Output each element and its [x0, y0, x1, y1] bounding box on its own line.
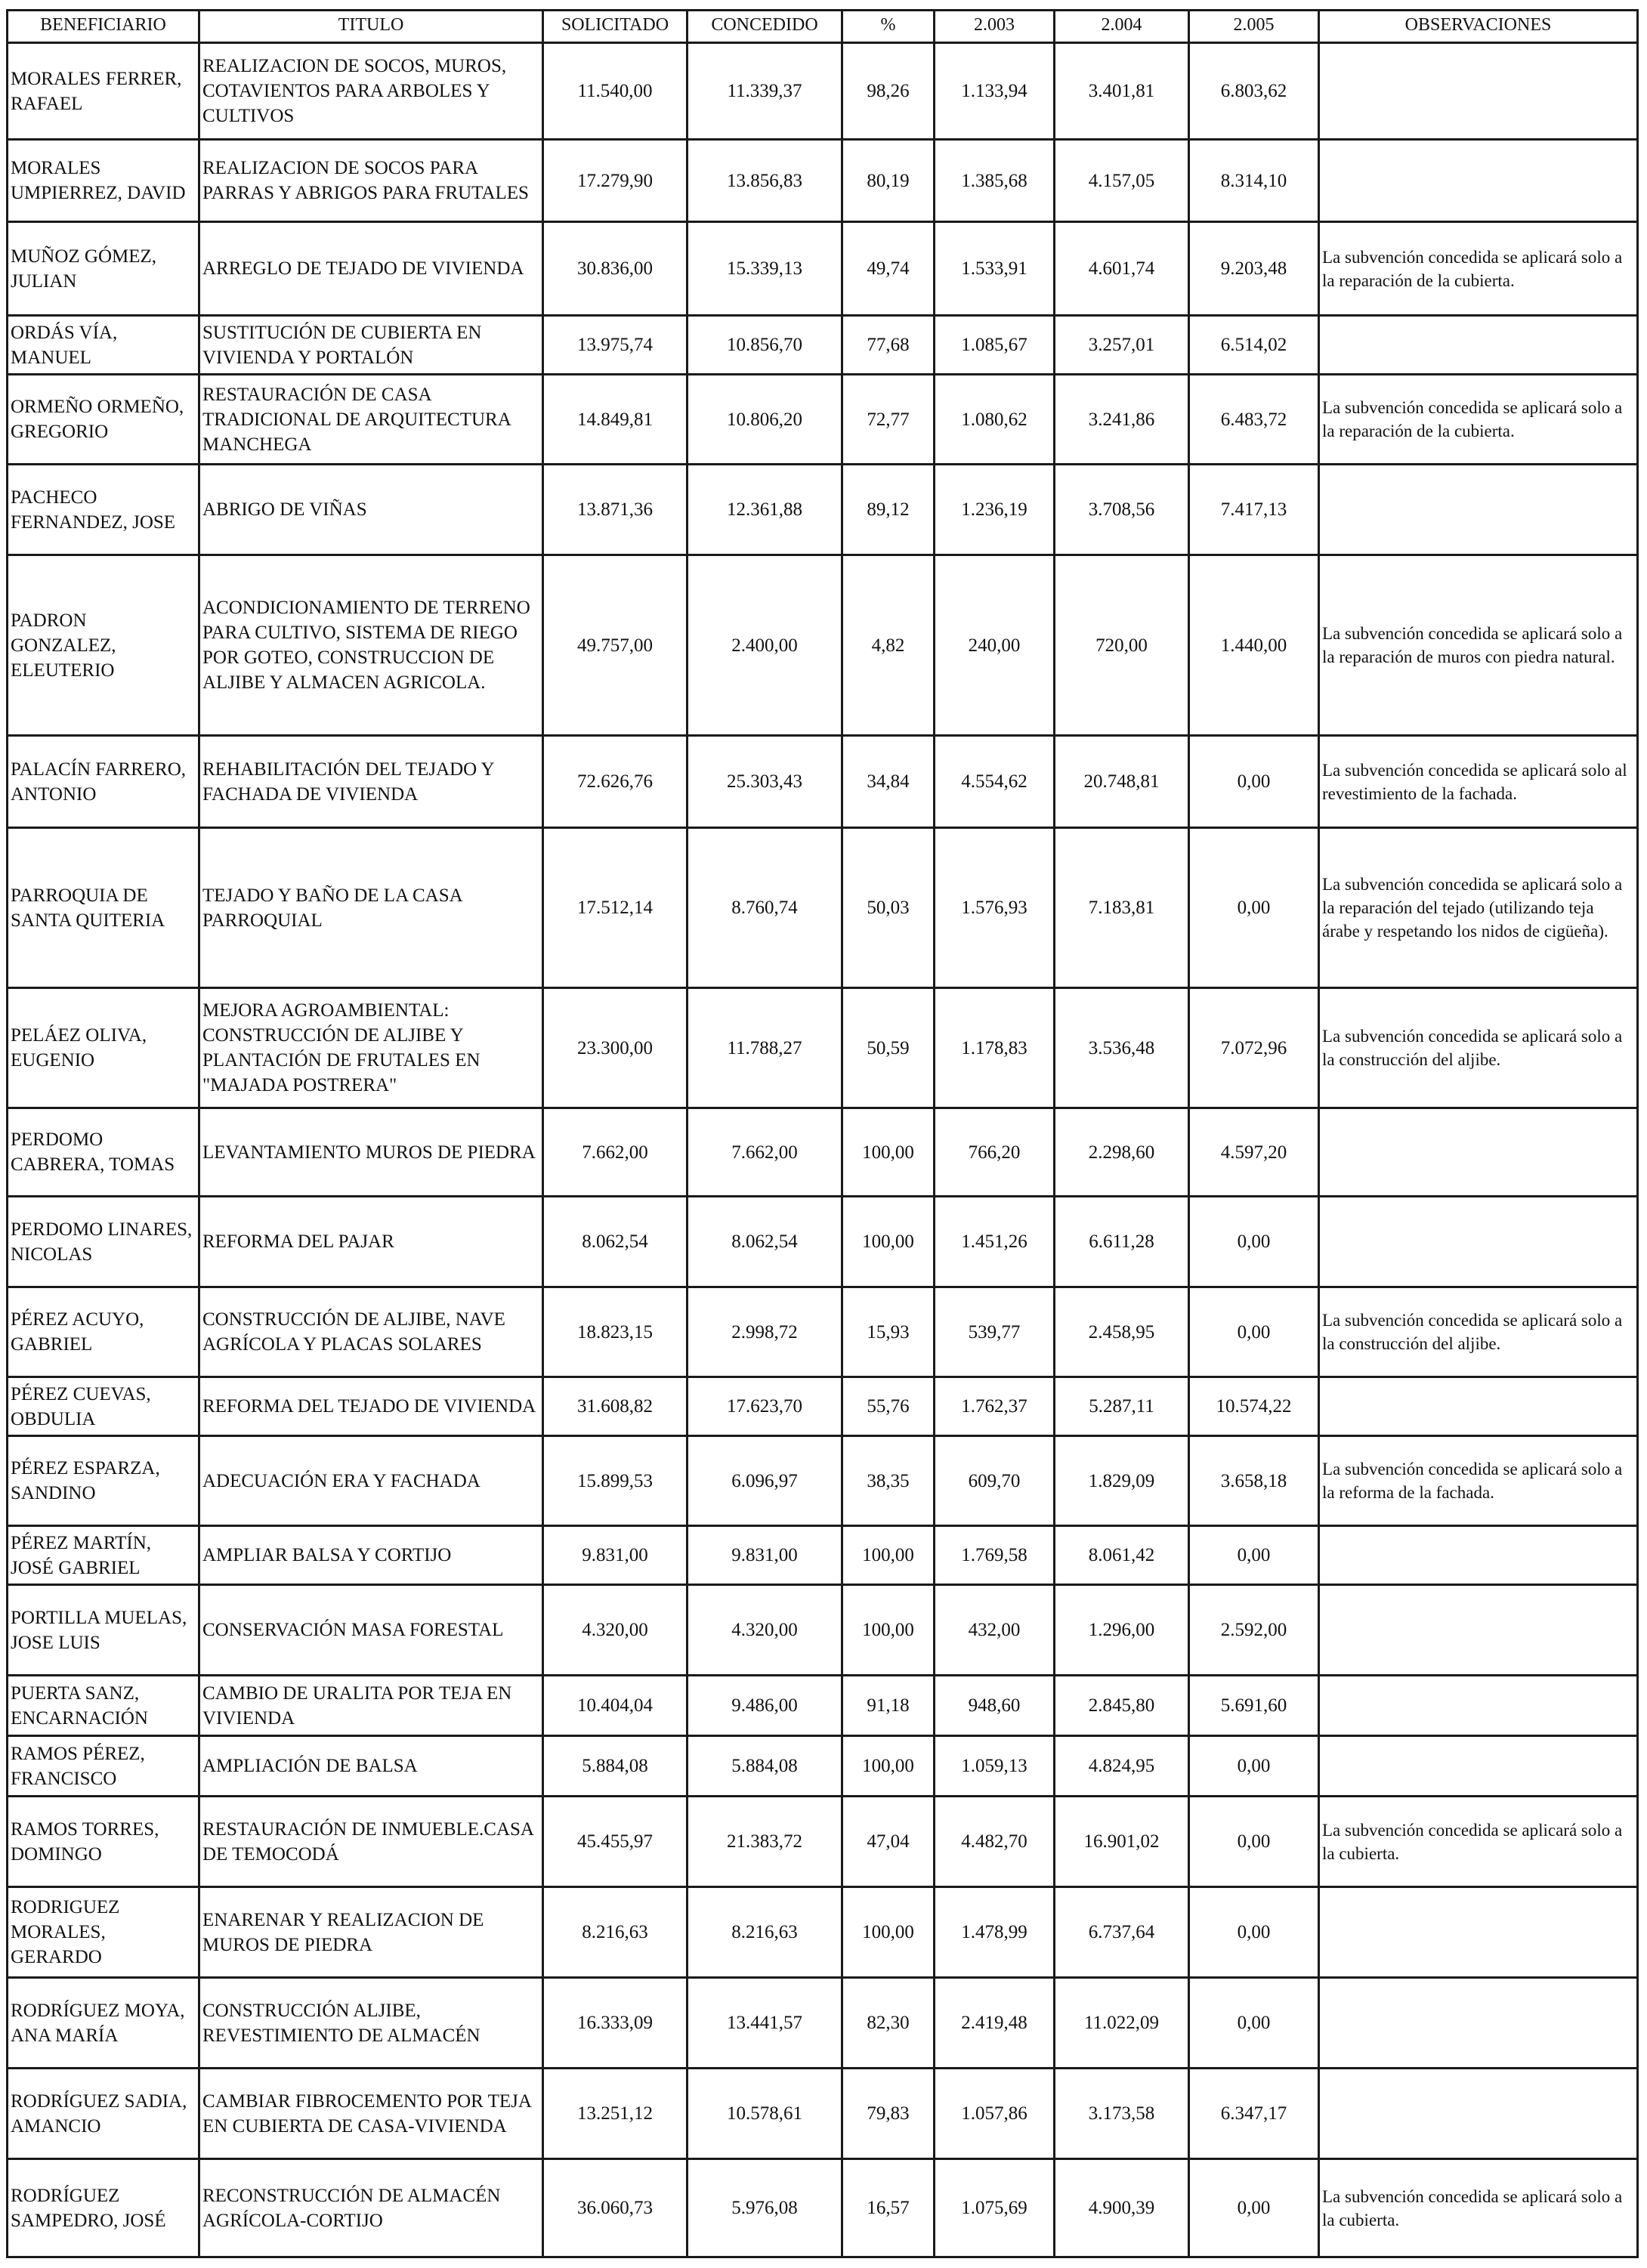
cell-titulo: CAMBIAR FIBROCEMENTO POR TEJA EN CUBIERTA DE CASA-VIVIENDA — [199, 2069, 543, 2159]
cell-titulo: SUSTITUCIÓN DE CUBIERTA EN VIVIENDA Y PORTALÓN — [199, 316, 543, 375]
cell-2003: 1.059,13 — [935, 1736, 1055, 1797]
cell-2005: 2.592,00 — [1189, 1585, 1319, 1676]
cell-solicitado: 8.062,54 — [543, 1197, 688, 1287]
cell-percent: 15,93 — [842, 1287, 935, 1377]
cell-2003: 1.576,93 — [935, 828, 1055, 988]
cell-2005: 0,00 — [1189, 2159, 1319, 2257]
cell-2005: 6.514,02 — [1189, 316, 1319, 375]
cell-solicitado: 72.626,76 — [543, 736, 688, 828]
cell-2003: 1.057,86 — [935, 2069, 1055, 2159]
cell-concedido: 6.096,97 — [688, 1436, 842, 1526]
cell-observaciones — [1319, 1108, 1638, 1197]
cell-solicitado: 10.404,04 — [543, 1676, 688, 1736]
cell-2003: 4.482,70 — [935, 1797, 1055, 1887]
cell-2004: 3.257,01 — [1055, 316, 1189, 375]
cell-observaciones — [1319, 1676, 1638, 1736]
cell-2004: 20.748,81 — [1055, 736, 1189, 828]
header-2004: 2.004 — [1055, 11, 1189, 43]
cell-percent: 100,00 — [842, 1887, 935, 1978]
cell-titulo: CONSTRUCCIÓN DE ALJIBE, NAVE AGRÍCOLA Y PLACAS SOLARES — [199, 1287, 543, 1377]
cell-observaciones — [1319, 43, 1638, 140]
cell-beneficiario: PUERTA SANZ, ENCARNACIÓN — [8, 1676, 199, 1736]
cell-observaciones — [1319, 1585, 1638, 1676]
cell-percent: 72,77 — [842, 375, 935, 465]
cell-solicitado: 45.455,97 — [543, 1797, 688, 1887]
cell-titulo: ACONDICIONAMIENTO DE TERRENO PARA CULTIVO, SISTEMA DE RIEGO POR GOTEO, CONSTRUCCION DE ALJIBE Y ALMACEN AGRICOLA. — [199, 555, 543, 736]
cell-percent: 4,82 — [842, 555, 935, 736]
cell-concedido: 13.856,83 — [688, 140, 842, 222]
cell-percent: 100,00 — [842, 1108, 935, 1197]
header-concedido: CONCEDIDO — [688, 11, 842, 43]
cell-observaciones: La subvención concedida se aplicará solo a la construcción del aljibe. — [1319, 1287, 1638, 1377]
cell-observaciones: La subvención concedida se aplicará solo a la reparación del tejado (utilizando teja árabe y respetando los nidos de cigüeña). — [1319, 828, 1638, 988]
cell-percent: 98,26 — [842, 43, 935, 140]
cell-2004: 3.241,86 — [1055, 375, 1189, 465]
table-row — [8, 1978, 1638, 2069]
header-2005: 2.005 — [1189, 11, 1319, 43]
cell-2004: 3.536,48 — [1055, 988, 1189, 1108]
cell-titulo: CONSTRUCCIÓN ALJIBE, REVESTIMIENTO DE ALMACÉN — [199, 1978, 543, 2069]
cell-2005: 7.072,96 — [1189, 988, 1319, 1108]
header-percent: % — [842, 11, 935, 43]
cell-beneficiario: PERDOMO CABRERA, TOMAS — [8, 1108, 199, 1197]
table-row — [8, 1585, 1638, 1676]
cell-beneficiario: MORALES FERRER, RAFAEL — [8, 43, 199, 140]
cell-titulo: LEVANTAMIENTO MUROS DE PIEDRA — [199, 1108, 543, 1197]
table-row — [8, 1287, 1638, 1377]
cell-2003: 1.236,19 — [935, 465, 1055, 555]
cell-2005: 6.347,17 — [1189, 2069, 1319, 2159]
cell-percent: 77,68 — [842, 316, 935, 375]
cell-concedido: 2.998,72 — [688, 1287, 842, 1377]
table-row — [8, 222, 1638, 316]
cell-concedido: 5.884,08 — [688, 1736, 842, 1797]
cell-concedido: 5.976,08 — [688, 2159, 842, 2257]
cell-2003: 1.178,83 — [935, 988, 1055, 1108]
cell-solicitado: 13.871,36 — [543, 465, 688, 555]
table-row — [8, 1377, 1638, 1436]
header-2003: 2.003 — [935, 11, 1055, 43]
cell-2003: 1.133,94 — [935, 43, 1055, 140]
cell-beneficiario: RODRIGUEZ MORALES, GERARDO — [8, 1887, 199, 1978]
cell-2005: 8.314,10 — [1189, 140, 1319, 222]
cell-percent: 79,83 — [842, 2069, 935, 2159]
cell-concedido: 11.339,37 — [688, 43, 842, 140]
cell-observaciones — [1319, 316, 1638, 375]
table-row — [8, 2069, 1638, 2159]
cell-solicitado: 7.662,00 — [543, 1108, 688, 1197]
cell-concedido: 10.578,61 — [688, 2069, 842, 2159]
cell-beneficiario: PÉREZ CUEVAS, OBDULIA — [8, 1377, 199, 1436]
cell-2004: 16.901,02 — [1055, 1797, 1189, 1887]
cell-titulo: ABRIGO DE VIÑAS — [199, 465, 543, 555]
cell-2005: 9.203,48 — [1189, 222, 1319, 316]
cell-observaciones: La subvención concedida se aplicará solo a la reforma de la fachada. — [1319, 1436, 1638, 1526]
cell-titulo: REHABILITACIÓN DEL TEJADO Y FACHADA DE VIVIENDA — [199, 736, 543, 828]
cell-solicitado: 11.540,00 — [543, 43, 688, 140]
cell-2005: 0,00 — [1189, 1978, 1319, 2069]
cell-beneficiario: PELÁEZ OLIVA, EUGENIO — [8, 988, 199, 1108]
cell-beneficiario: PADRON GONZALEZ, ELEUTERIO — [8, 555, 199, 736]
cell-titulo: TEJADO Y BAÑO DE LA CASA PARROQUIAL — [199, 828, 543, 988]
cell-titulo: AMPLIACIÓN DE BALSA — [199, 1736, 543, 1797]
cell-titulo: REALIZACION DE SOCOS PARA PARRAS Y ABRIGOS PARA FRUTALES — [199, 140, 543, 222]
cell-solicitado: 4.320,00 — [543, 1585, 688, 1676]
cell-2004: 11.022,09 — [1055, 1978, 1189, 2069]
cell-beneficiario: RODRÍGUEZ SAMPEDRO, JOSÉ — [8, 2159, 199, 2257]
cell-concedido: 12.361,88 — [688, 465, 842, 555]
table-row — [8, 465, 1638, 555]
cell-solicitado: 13.251,12 — [543, 2069, 688, 2159]
cell-2004: 8.061,42 — [1055, 1526, 1189, 1585]
cell-percent: 47,04 — [842, 1797, 935, 1887]
cell-beneficiario: PERDOMO LINARES, NICOLAS — [8, 1197, 199, 1287]
cell-2005: 0,00 — [1189, 736, 1319, 828]
header-beneficiario: BENEFICIARIO — [8, 11, 199, 43]
cell-solicitado: 8.216,63 — [543, 1887, 688, 1978]
cell-titulo: CAMBIO DE URALITA POR TEJA EN VIVIENDA — [199, 1676, 543, 1736]
table-row — [8, 988, 1638, 1108]
cell-2003: 4.554,62 — [935, 736, 1055, 828]
table-body — [8, 43, 1638, 2257]
cell-2004: 2.845,80 — [1055, 1676, 1189, 1736]
cell-2005: 7.417,13 — [1189, 465, 1319, 555]
cell-observaciones — [1319, 1377, 1638, 1436]
cell-concedido: 13.441,57 — [688, 1978, 842, 2069]
cell-titulo: MEJORA AGROAMBIENTAL: CONSTRUCCIÓN DE ALJIBE Y PLANTACIÓN DE FRUTALES EN "MAJADA POSTRERA" — [199, 988, 543, 1108]
cell-solicitado: 15.899,53 — [543, 1436, 688, 1526]
cell-concedido: 21.383,72 — [688, 1797, 842, 1887]
cell-2003: 1.762,37 — [935, 1377, 1055, 1436]
cell-2004: 4.824,95 — [1055, 1736, 1189, 1797]
cell-2003: 766,20 — [935, 1108, 1055, 1197]
cell-solicitado: 5.884,08 — [543, 1736, 688, 1797]
cell-2004: 3.708,56 — [1055, 465, 1189, 555]
cell-observaciones — [1319, 465, 1638, 555]
cell-percent: 50,59 — [842, 988, 935, 1108]
cell-percent: 55,76 — [842, 1377, 935, 1436]
cell-beneficiario: MUÑOZ GÓMEZ, JULIAN — [8, 222, 199, 316]
cell-concedido: 17.623,70 — [688, 1377, 842, 1436]
cell-2005: 6.803,62 — [1189, 43, 1319, 140]
cell-solicitado: 36.060,73 — [543, 2159, 688, 2257]
table-row — [8, 1736, 1638, 1797]
table-row — [8, 140, 1638, 222]
header-observaciones: OBSERVACIONES — [1319, 11, 1638, 43]
cell-solicitado: 13.975,74 — [543, 316, 688, 375]
cell-observaciones — [1319, 1736, 1638, 1797]
table-row — [8, 43, 1638, 140]
table-row — [8, 736, 1638, 828]
table-row — [8, 316, 1638, 375]
cell-concedido: 9.486,00 — [688, 1676, 842, 1736]
cell-observaciones: La subvención concedida se aplicará solo al revestimiento de la fachada. — [1319, 736, 1638, 828]
cell-2003: 1.080,62 — [935, 375, 1055, 465]
table-row — [8, 555, 1638, 736]
cell-beneficiario: MORALES UMPIERREZ, DAVID — [8, 140, 199, 222]
cell-beneficiario: ORMEÑO ORMEÑO, GREGORIO — [8, 375, 199, 465]
cell-concedido: 7.662,00 — [688, 1108, 842, 1197]
cell-observaciones: La subvención concedida se aplicará solo a la cubierta. — [1319, 1797, 1638, 1887]
cell-2005: 0,00 — [1189, 1526, 1319, 1585]
cell-2005: 0,00 — [1189, 828, 1319, 988]
cell-2004: 3.401,81 — [1055, 43, 1189, 140]
cell-beneficiario: RODRÍGUEZ MOYA, ANA MARÍA — [8, 1978, 199, 2069]
cell-2003: 1.451,26 — [935, 1197, 1055, 1287]
cell-observaciones: La subvención concedida se aplicará solo a la reparación de la cubierta. — [1319, 375, 1638, 465]
cell-concedido: 11.788,27 — [688, 988, 842, 1108]
cell-observaciones: La subvención concedida se aplicará solo a la reparación de muros con piedra natural. — [1319, 555, 1638, 736]
cell-titulo: ARREGLO DE TEJADO DE VIVIENDA — [199, 222, 543, 316]
cell-percent: 49,74 — [842, 222, 935, 316]
cell-2003: 1.478,99 — [935, 1887, 1055, 1978]
cell-2005: 0,00 — [1189, 1887, 1319, 1978]
cell-percent: 82,30 — [842, 1978, 935, 2069]
cell-titulo: ENARENAR Y REALIZACION DE MUROS DE PIEDRA — [199, 1887, 543, 1978]
cell-2005: 5.691,60 — [1189, 1676, 1319, 1736]
cell-percent: 89,12 — [842, 465, 935, 555]
cell-beneficiario: ORDÁS VÍA, MANUEL — [8, 316, 199, 375]
cell-2005: 3.658,18 — [1189, 1436, 1319, 1526]
cell-beneficiario: PARROQUIA DE SANTA QUITERIA — [8, 828, 199, 988]
cell-concedido: 4.320,00 — [688, 1585, 842, 1676]
cell-concedido: 8.062,54 — [688, 1197, 842, 1287]
cell-titulo: CONSERVACIÓN MASA FORESTAL — [199, 1585, 543, 1676]
table-row — [8, 1108, 1638, 1197]
cell-concedido: 10.806,20 — [688, 375, 842, 465]
cell-2003: 432,00 — [935, 1585, 1055, 1676]
cell-solicitado: 14.849,81 — [543, 375, 688, 465]
cell-percent: 100,00 — [842, 1736, 935, 1797]
cell-observaciones — [1319, 140, 1638, 222]
cell-observaciones — [1319, 1197, 1638, 1287]
cell-percent: 100,00 — [842, 1197, 935, 1287]
cell-observaciones — [1319, 1978, 1638, 2069]
cell-2004: 2.458,95 — [1055, 1287, 1189, 1377]
cell-observaciones — [1319, 1526, 1638, 1585]
cell-2003: 1.075,69 — [935, 2159, 1055, 2257]
cell-solicitado: 17.279,90 — [543, 140, 688, 222]
table-row — [8, 1436, 1638, 1526]
cell-beneficiario: PÉREZ ESPARZA, SANDINO — [8, 1436, 199, 1526]
cell-observaciones: La subvención concedida se aplicará solo a la reparación de la cubierta. — [1319, 222, 1638, 316]
table-row — [8, 1676, 1638, 1736]
cell-solicitado: 49.757,00 — [543, 555, 688, 736]
cell-percent: 16,57 — [842, 2159, 935, 2257]
cell-2004: 5.287,11 — [1055, 1377, 1189, 1436]
cell-beneficiario: PACHECO FERNANDEZ, JOSE — [8, 465, 199, 555]
table-row — [8, 2159, 1638, 2257]
cell-percent: 91,18 — [842, 1676, 935, 1736]
cell-observaciones: La subvención concedida se aplicará solo a la cubierta. — [1319, 2159, 1638, 2257]
table-row — [8, 1526, 1638, 1585]
cell-concedido: 15.339,13 — [688, 222, 842, 316]
cell-2004: 6.737,64 — [1055, 1887, 1189, 1978]
cell-2005: 0,00 — [1189, 1797, 1319, 1887]
cell-2005: 4.597,20 — [1189, 1108, 1319, 1197]
table-row — [8, 375, 1638, 465]
cell-percent: 38,35 — [842, 1436, 935, 1526]
cell-percent: 50,03 — [842, 828, 935, 988]
cell-2004: 4.900,39 — [1055, 2159, 1189, 2257]
cell-2005: 0,00 — [1189, 1197, 1319, 1287]
cell-2005: 1.440,00 — [1189, 555, 1319, 736]
cell-titulo: RECONSTRUCCIÓN DE ALMACÉN AGRÍCOLA-CORTIJO — [199, 2159, 543, 2257]
cell-2005: 6.483,72 — [1189, 375, 1319, 465]
cell-percent: 34,84 — [842, 736, 935, 828]
table-row — [8, 1197, 1638, 1287]
cell-percent: 100,00 — [842, 1585, 935, 1676]
cell-titulo: REFORMA DEL TEJADO DE VIVIENDA — [199, 1377, 543, 1436]
cell-beneficiario: PORTILLA MUELAS, JOSE LUIS — [8, 1585, 199, 1676]
cell-observaciones: La subvención concedida se aplicará solo a la construcción del aljibe. — [1319, 988, 1638, 1108]
cell-concedido: 10.856,70 — [688, 316, 842, 375]
cell-solicitado: 16.333,09 — [543, 1978, 688, 2069]
cell-2003: 1.533,91 — [935, 222, 1055, 316]
cell-titulo: AMPLIAR BALSA Y CORTIJO — [199, 1526, 543, 1585]
cell-2003: 1.385,68 — [935, 140, 1055, 222]
cell-2004: 6.611,28 — [1055, 1197, 1189, 1287]
cell-2005: 0,00 — [1189, 1287, 1319, 1377]
cell-beneficiario: PALACÍN FARRERO, ANTONIO — [8, 736, 199, 828]
cell-2004: 3.173,58 — [1055, 2069, 1189, 2159]
cell-beneficiario: RODRÍGUEZ SADIA, AMANCIO — [8, 2069, 199, 2159]
table-header-row — [8, 11, 1638, 43]
cell-titulo: REALIZACION DE SOCOS, MUROS, COTAVIENTOS PARA ARBOLES Y CULTIVOS — [199, 43, 543, 140]
cell-titulo: RESTAURACIÓN DE CASA TRADICIONAL DE ARQUITECTURA MANCHEGA — [199, 375, 543, 465]
cell-2003: 2.419,48 — [935, 1978, 1055, 2069]
cell-beneficiario: RAMOS TORRES, DOMINGO — [8, 1797, 199, 1887]
table-row — [8, 1797, 1638, 1887]
cell-2003: 948,60 — [935, 1676, 1055, 1736]
cell-solicitado: 30.836,00 — [543, 222, 688, 316]
cell-solicitado: 9.831,00 — [543, 1526, 688, 1585]
cell-2003: 539,77 — [935, 1287, 1055, 1377]
cell-concedido: 8.760,74 — [688, 828, 842, 988]
cell-2003: 1.085,67 — [935, 316, 1055, 375]
cell-2005: 10.574,22 — [1189, 1377, 1319, 1436]
cell-concedido: 25.303,43 — [688, 736, 842, 828]
cell-percent: 100,00 — [842, 1526, 935, 1585]
cell-2004: 7.183,81 — [1055, 828, 1189, 988]
header-solicitado: SOLICITADO — [543, 11, 688, 43]
cell-titulo: RESTAURACIÓN DE INMUEBLE.CASA DE TEMOCODÁ — [199, 1797, 543, 1887]
cell-observaciones — [1319, 2069, 1638, 2159]
cell-titulo: ADECUACIÓN ERA Y FACHADA — [199, 1436, 543, 1526]
cell-2003: 240,00 — [935, 555, 1055, 736]
subsidies-table — [6, 9, 1639, 2258]
cell-solicitado: 23.300,00 — [543, 988, 688, 1108]
cell-solicitado: 31.608,82 — [543, 1377, 688, 1436]
cell-beneficiario: PÉREZ ACUYO, GABRIEL — [8, 1287, 199, 1377]
cell-percent: 80,19 — [842, 140, 935, 222]
header-titulo: TITULO — [199, 11, 543, 43]
cell-2003: 609,70 — [935, 1436, 1055, 1526]
cell-2004: 4.157,05 — [1055, 140, 1189, 222]
table-row — [8, 828, 1638, 988]
cell-2004: 4.601,74 — [1055, 222, 1189, 316]
cell-2004: 1.296,00 — [1055, 1585, 1189, 1676]
cell-2005: 0,00 — [1189, 1736, 1319, 1797]
cell-concedido: 9.831,00 — [688, 1526, 842, 1585]
cell-solicitado: 18.823,15 — [543, 1287, 688, 1377]
cell-2003: 1.769,58 — [935, 1526, 1055, 1585]
cell-beneficiario: PÉREZ MARTÍN, JOSÉ GABRIEL — [8, 1526, 199, 1585]
cell-2004: 2.298,60 — [1055, 1108, 1189, 1197]
cell-observaciones — [1319, 1887, 1638, 1978]
cell-concedido: 8.216,63 — [688, 1887, 842, 1978]
table-row — [8, 1887, 1638, 1978]
cell-2004: 720,00 — [1055, 555, 1189, 736]
cell-concedido: 2.400,00 — [688, 555, 842, 736]
cell-titulo: REFORMA DEL PAJAR — [199, 1197, 543, 1287]
cell-solicitado: 17.512,14 — [543, 828, 688, 988]
cell-beneficiario: RAMOS PÉREZ, FRANCISCO — [8, 1736, 199, 1797]
cell-2004: 1.829,09 — [1055, 1436, 1189, 1526]
